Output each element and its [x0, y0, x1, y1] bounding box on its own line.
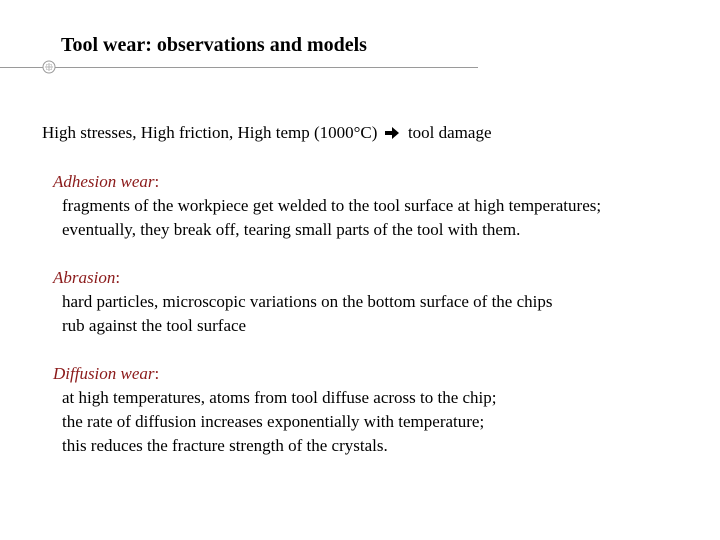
section-abrasion	[53, 266, 553, 338]
section-line: hard particles, microscopic variations on the bottom surface of the chips	[62, 292, 553, 311]
section-heading	[53, 170, 601, 194]
section-colon: :	[154, 364, 160, 383]
section-line: fragments of the workpiece get welded to the tool surface at high temperatures;	[62, 196, 602, 215]
section-line: this reduces the fracture strength of the crystals.	[62, 436, 388, 455]
grid-marker-icon	[42, 60, 56, 74]
intro-cause: High stresses, High friction, High temp (1000°C)	[42, 123, 378, 142]
section-term: Adhesion wear	[53, 172, 155, 191]
section-diffusion-wear	[53, 362, 497, 458]
section-line: rub against the tool surface	[62, 316, 247, 335]
section-colon: :	[115, 268, 121, 287]
title-divider	[0, 67, 478, 68]
section-heading	[53, 266, 553, 290]
section-adhesion-wear	[53, 170, 601, 242]
section-colon: :	[154, 172, 160, 191]
section-term: Abrasion	[53, 268, 116, 287]
right-arrow-icon	[384, 126, 400, 140]
section-line: the rate of diffusion increases exponentially with temperature;	[62, 412, 485, 431]
section-line: eventually, they break off, tearing small parts of the tool with them.	[62, 220, 521, 239]
section-line: at high temperatures, atoms from tool diffuse across to the chip;	[62, 388, 497, 407]
intro-effect: tool damage	[407, 123, 492, 142]
section-heading	[53, 362, 497, 386]
section-term: Diffusion wear	[53, 364, 155, 383]
intro-statement	[42, 123, 492, 143]
slide-title: Tool wear: observations and models	[61, 34, 367, 56]
